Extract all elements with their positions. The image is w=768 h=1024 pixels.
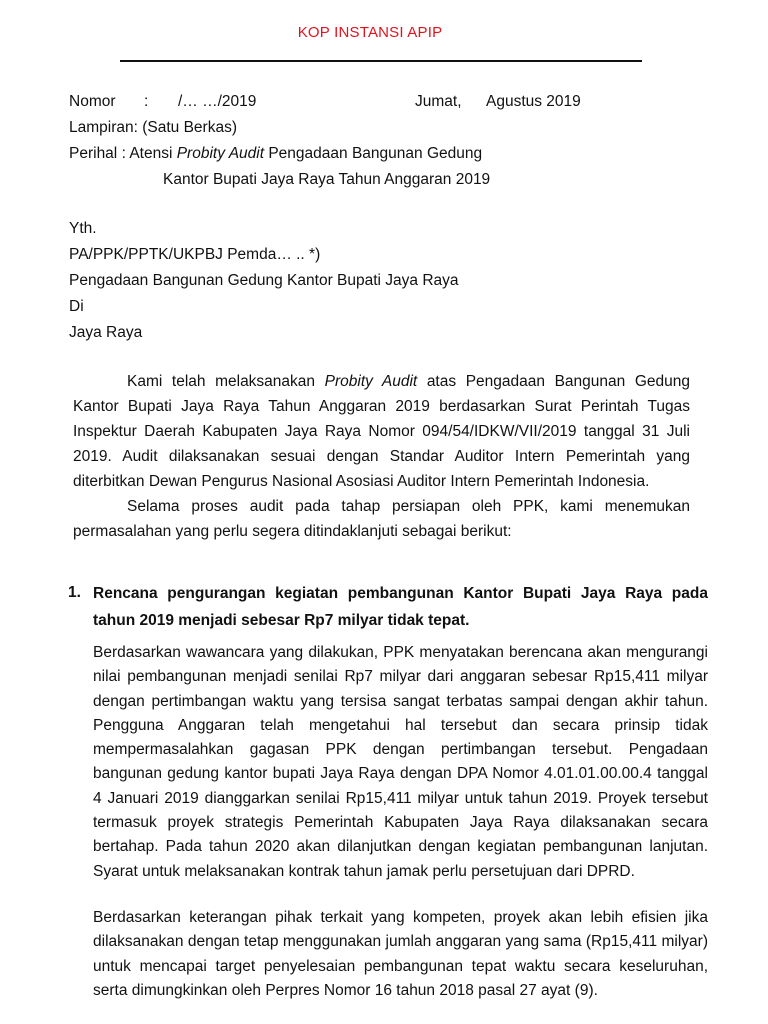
letterhead-divider xyxy=(120,60,642,62)
perihal-line-2: Kantor Bupati Jaya Raya Tahun Anggaran 2019 xyxy=(163,171,491,188)
intro-p1-rest: atas Pengadaan Bangunan Gedung Kantor Bupati Jaya Raya Tahun Anggaran 2019 berdasarkan Surat Perintah Tugas Inspektur Daerah Kabupaten Jaya Raya Nomor 094/54/IDKW/VII/2019 tanggal 31 Juli 2019. Audit dilaksanakan sesuai dengan Standar Auditor Intern Pemerintah yang diterbitkan Dewan Pengurus Nasional Asosiasi Auditor Intern Pemerintah Indonesia. xyxy=(73,373,690,490)
lampiran-line: Lampiran: (Satu Berkas) xyxy=(69,119,237,136)
finding-paragraph-2 xyxy=(93,906,708,1003)
letter-day: Jumat, xyxy=(415,93,462,110)
perihal-colon: : Atensi xyxy=(121,145,173,162)
addressee-yth: Yth. xyxy=(69,220,97,237)
nomor-colon: : xyxy=(144,93,149,110)
finding-number: 1. xyxy=(68,584,81,601)
addressee-place: Jaya Raya xyxy=(69,324,143,341)
perihal-label: Perihal xyxy=(69,145,118,162)
perihal-italic: Probity Audit xyxy=(176,145,265,162)
finding-paragraph-1 xyxy=(93,641,708,884)
finding-title: Rencana pengurangan kegiatan pembangunan Kantor Bupati Jaya Raya pada tahun 2019 menjadi sebesar Rp7 milyar tidak tepat. xyxy=(93,585,708,629)
intro-paragraph-1 xyxy=(73,369,690,494)
letter-date: Agustus 2019 xyxy=(486,93,581,110)
addressee-project: Pengadaan Bangunan Gedung Kantor Bupati Jaya Raya xyxy=(69,272,459,289)
intro-p1-text: Kami telah melaksanakan xyxy=(127,373,316,390)
intro-block xyxy=(73,369,690,544)
letterhead-title: KOP INSTANSI APIP xyxy=(297,24,443,41)
intro-paragraph-2: Selama proses audit pada tahap persiapan oleh PPK, kami menemukan permasalahan yang perlu segera ditindaklanjuti sebagai berikut: xyxy=(73,498,690,540)
addressee-recipient: PA/PPK/PPTK/UKPBJ Pemda… .. *) xyxy=(69,246,321,263)
nomor-label: Nomor xyxy=(69,93,116,110)
finding-p2-text: Berdasarkan keterangan pihak terkait yang kompeten, proyek akan lebih efisien jika dilaksanakan dengan tetap menggunakan jumlah anggaran yang sama (Rp15,411 milyar) untuk mencapai target penyelesaian pembangunan tepat waktu secara keseluruhan, serta dimungkinkan oleh Perpres Nomor 16 tahun 2018 pasal 27 ayat (9). xyxy=(93,909,708,999)
addressee-di: Di xyxy=(69,298,84,315)
finding-p1-text: Berdasarkan wawancara yang dilakukan, PPK menyatakan berencana akan mengurangi nilai pembangunan menjadi senilai Rp7 milyar dari anggaran sebesar Rp15,411 milyar dengan pertimbangan waktu yang tersisa sangat terbatas sampai dengan akhir tahun. Pengguna Anggaran telah mengetahui hal tersebut dan secara prinsip tidak mempermasalahkan gagasan PPK dengan pertimbangan tersebut. Pengadaan bangunan gedung kantor bupati Jaya Raya dengan DPA Nomor 4.01.01.00.00.4 tanggal 4 Januari 2019 dianggarkan senilai Rp15,411 milyar untuk tahun 2019. Proyek tersebut termasuk proyek strategis Pemerintah Kabupaten Jaya Raya dilaksanakan secara bertahap. Pada tahun 2020 akan dilanjutkan dengan kegiatan pembangunan lanjutan. Syarat untuk melaksanakan kontrak tahun jamak perlu persetujuan dari DPRD. xyxy=(93,644,708,880)
nomor-value: /… …/2019 xyxy=(178,93,257,110)
intro-p1-italic: Probity Audit xyxy=(324,373,418,390)
perihal-subject: Pengadaan Bangunan Gedung xyxy=(268,145,483,162)
perihal-line xyxy=(69,146,482,162)
